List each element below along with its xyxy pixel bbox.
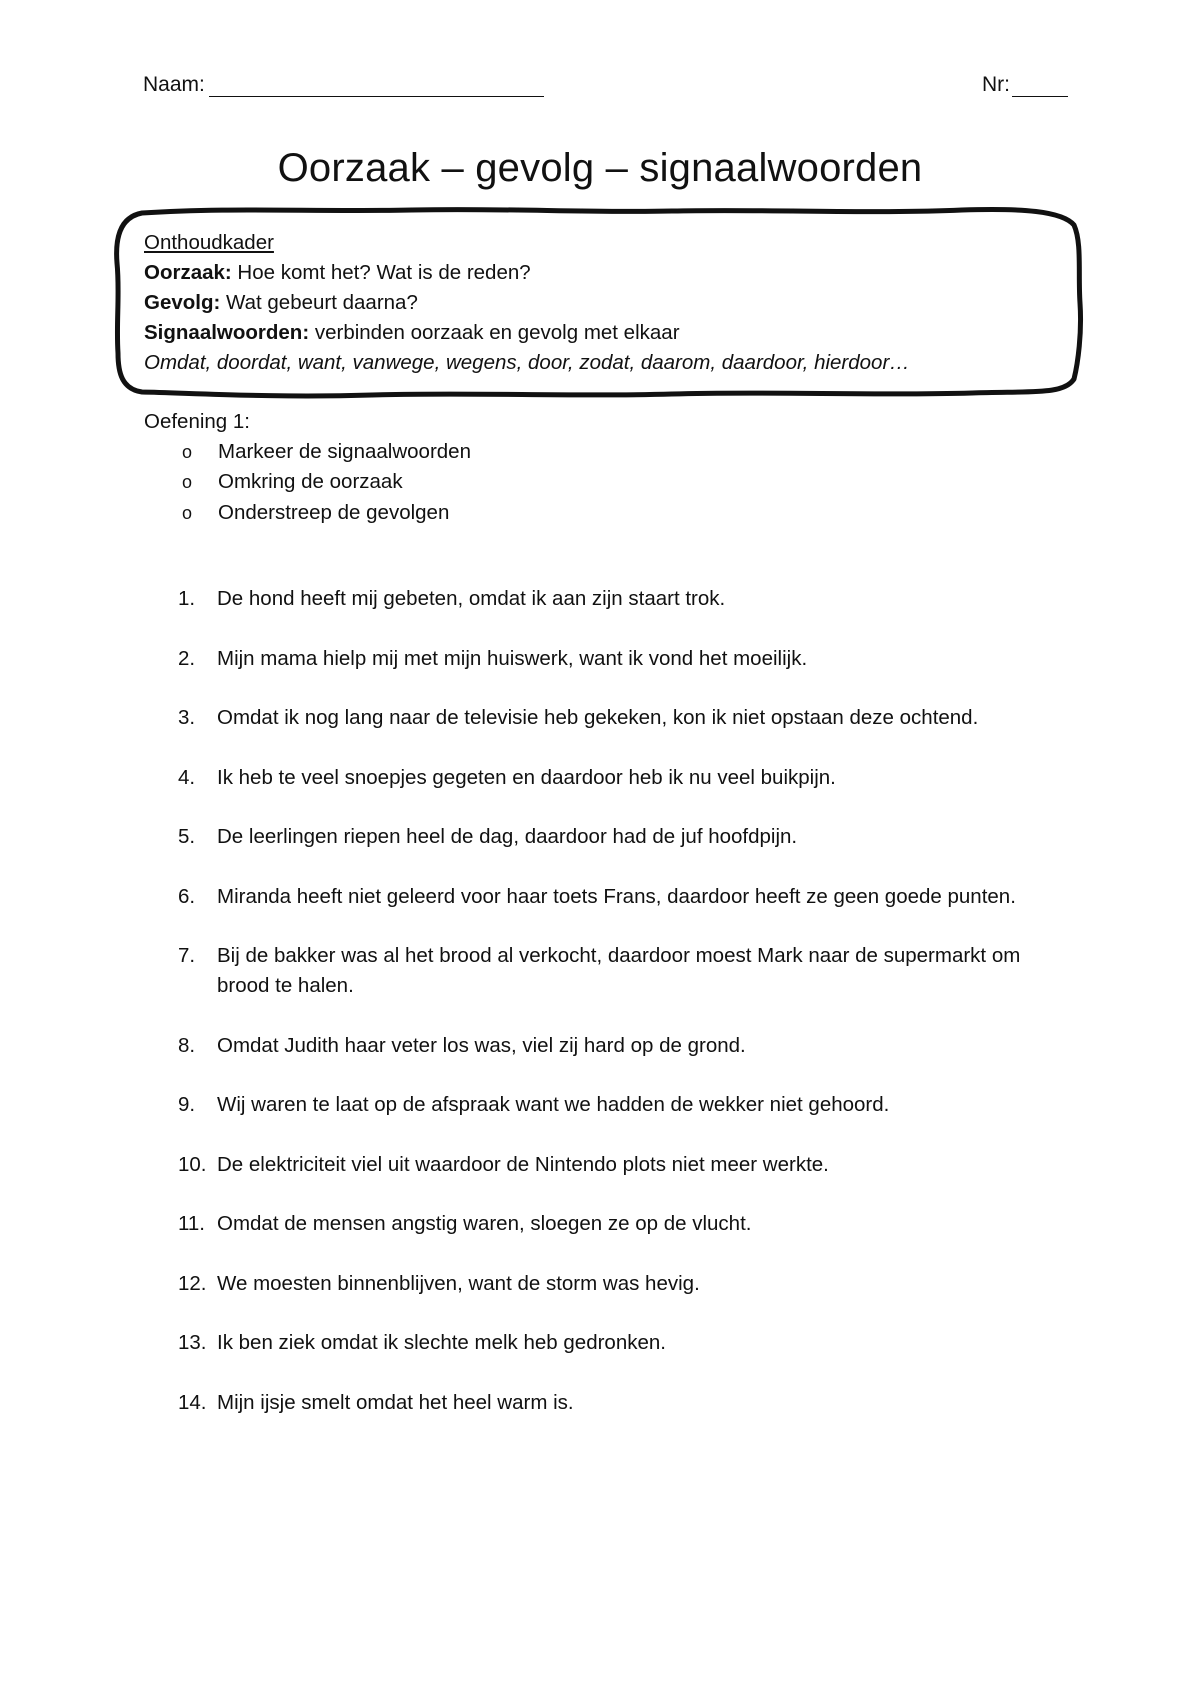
name-label: Naam:: [143, 73, 205, 96]
sentence-number: 8.: [178, 1033, 196, 1057]
sentence-item: [178, 1031, 1058, 1061]
sentence-text: Ik ben ziek omdat ik slechte melk heb gedronken.: [217, 1331, 666, 1354]
sentence-text: De hond heeft mij gebeten, omdat ik aan zijn staart trok.: [217, 587, 726, 610]
sentence-number: 11.: [178, 1212, 205, 1235]
sentence-item: [178, 1090, 1058, 1120]
instruction-list: [144, 437, 1044, 529]
sentence-item: [178, 941, 1058, 1001]
gevolg-text: Wat gebeurt daarna?: [220, 291, 418, 314]
sentence-text: Omdat ik nog lang naar de televisie heb gekeken, kon ik niet opstaan deze ochtend.: [217, 706, 979, 729]
sentence-number: 7.: [178, 944, 196, 967]
instruction-text: Omkring de oorzaak: [218, 470, 403, 493]
sentence-item: [178, 822, 1058, 852]
page-title: Oorzaak – gevolg – signaalwoorden: [277, 146, 923, 190]
remember-box: [144, 228, 1044, 378]
remember-box-heading: Onthoudkader: [144, 231, 274, 254]
name-field: [143, 73, 544, 97]
name-input-line[interactable]: [209, 74, 544, 97]
sentence-text: Bij de bakker was al het brood al verkocht, daardoor moest Mark naar de supermarkt om brood te halen.: [217, 944, 1021, 997]
number-field: [982, 73, 1068, 97]
sentence-number: 1.: [178, 587, 196, 610]
sentence-text: Omdat Judith haar veter los was, viel zij hard op de grond.: [217, 1033, 746, 1057]
sentence-number: 6.: [178, 884, 196, 908]
sentence-text: Omdat de mensen angstig waren, sloegen ze op de vlucht.: [217, 1212, 752, 1235]
number-input-line[interactable]: [1012, 74, 1068, 97]
header: [143, 73, 1068, 103]
sentence-text: De elektriciteit viel uit waardoor de Nintendo plots niet meer werkte.: [217, 1152, 829, 1176]
sentence-item: [178, 1269, 1058, 1299]
gevolg-definition: [144, 288, 1044, 318]
sentence-text: Mijn mama hielp mij met mijn huiswerk, want ik vond het moeilijk.: [217, 646, 808, 670]
sentence-number: 12.: [178, 1271, 207, 1295]
sentence-item: [178, 763, 1058, 793]
sentence-item: [178, 584, 1058, 614]
sentence-item: [178, 1328, 1058, 1358]
bullet-icon: o: [182, 441, 193, 462]
bullet-icon: o: [182, 472, 193, 492]
sentence-item: [178, 703, 1058, 733]
number-label: Nr:: [982, 73, 1010, 96]
instruction-text: Markeer de signaalwoorden: [218, 439, 471, 463]
oorzaak-definition: [144, 258, 1044, 288]
bullet-icon: o: [182, 502, 193, 523]
sentence-item: [178, 1388, 1058, 1418]
instruction-text: Onderstreep de gevolgen: [218, 500, 450, 524]
sentence-text: Ik heb te veel snoepjes gegeten en daardoor heb ik nu veel buikpijn.: [217, 765, 836, 789]
sentence-number: 3.: [178, 706, 196, 729]
sentence-number: 2.: [178, 646, 196, 670]
sentence-number: 14.: [178, 1390, 207, 1414]
exercise-title: Oefening 1:: [144, 410, 250, 433]
oorzaak-label: Oorzaak:: [144, 261, 232, 284]
sentence-text: De leerlingen riepen heel de dag, daardoor had de juf hoofdpijn.: [217, 825, 798, 848]
sentence-text: We moesten binnenblijven, want de storm was hevig.: [217, 1271, 700, 1295]
exercise-instructions: [144, 407, 1044, 528]
sentence-text: Mijn ijsje smelt omdat het heel warm is.: [217, 1390, 574, 1414]
sentence-number: 9.: [178, 1093, 196, 1116]
sentence-text: Miranda heeft niet geleerd voor haar toets Frans, daardoor heeft ze geen goede punten.: [217, 884, 1016, 908]
sentence-item: [178, 1209, 1058, 1239]
oorzaak-text: Hoe komt het? Wat is de reden?: [231, 261, 531, 284]
sentence-text: Wij waren te laat op de afspraak want we hadden de wekker niet gehoord.: [217, 1093, 890, 1116]
gevolg-label: Gevolg:: [144, 291, 221, 314]
instruction-item: [144, 437, 1044, 468]
sentence-item: [178, 644, 1058, 674]
sentence-list: [178, 584, 1058, 1447]
signaal-definition: [144, 318, 1044, 348]
sentence-number: 4.: [178, 765, 196, 789]
sentence-item: [178, 882, 1058, 912]
signaal-text: verbinden oorzaak en gevolg met elkaar: [309, 321, 680, 344]
sentence-number: 10.: [178, 1152, 207, 1176]
sentence-item: [178, 1150, 1058, 1180]
signal-word-examples: Omdat, doordat, want, vanwege, wegens, door, zodat, daarom, daardoor, hierdoor…: [144, 351, 910, 374]
instruction-item: [144, 498, 1044, 529]
sentence-number: 5.: [178, 825, 196, 848]
signaal-label: Signaalwoorden:: [144, 321, 310, 344]
instruction-item: [144, 467, 1044, 498]
sentence-number: 13.: [178, 1331, 207, 1354]
